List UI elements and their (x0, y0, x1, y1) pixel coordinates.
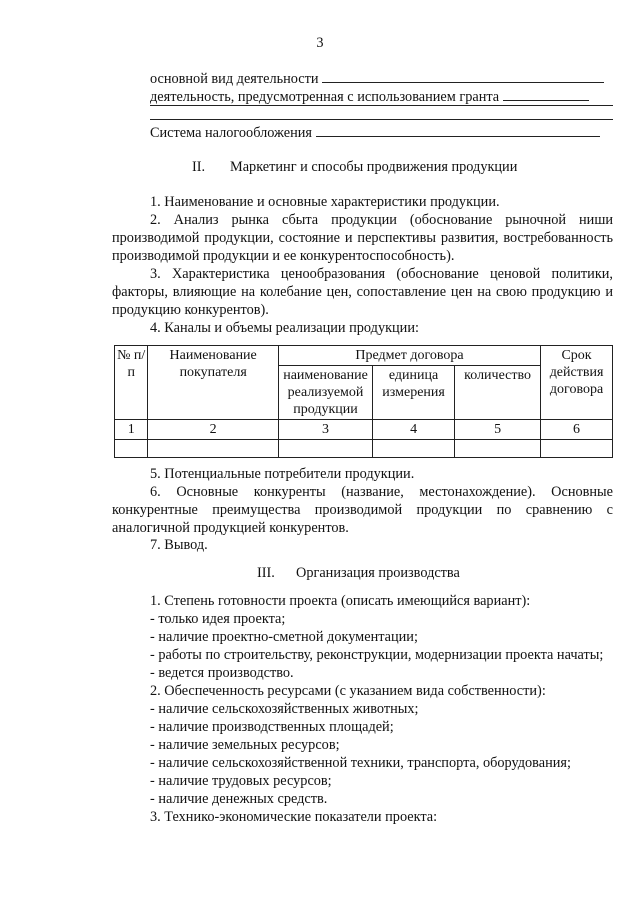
table-subheader-unit: единица измерения (373, 366, 455, 420)
table-header-term: Срок действия договора (541, 346, 613, 420)
field-grant-activity-line2 (150, 119, 613, 120)
section-2-item-7: 7. Вывод. (150, 537, 208, 553)
table-cell-empty[interactable] (278, 440, 372, 458)
field-tax-system (150, 124, 600, 142)
table-subheader-quantity: количество (455, 366, 541, 420)
section-3-line: 1. Степень готовности проекта (описать имеющийся вариант): (150, 593, 531, 609)
table-header-buyer: Наименование покупателя (148, 346, 279, 420)
section-3-line: 3. Технико-экономические показатели проекта: (150, 809, 438, 825)
table-cell-empty[interactable] (115, 440, 148, 458)
sales-channels-table (114, 345, 613, 458)
field-tax-system-label: Система налогообложения (150, 125, 312, 141)
section-2-item-2: 2. Анализ рынка сбыта продукции (обоснование рыночной ниши производимой продукции, состояние и перспективы развития, востребованность производимой продукции и ее конкурентоспособность). (112, 212, 613, 264)
table-col-number: 4 (373, 420, 455, 440)
section-3-line: - наличие проектно-сметной документации; (150, 629, 418, 645)
section-3-line: - наличие земельных ресурсов; (150, 737, 340, 753)
section-2-item-5: 5. Потенциальные потребители продукции. (150, 466, 415, 482)
field-tax-system-blank[interactable] (316, 124, 600, 137)
table-col-number: 1 (115, 420, 148, 440)
field-grant-activity-blank[interactable] (503, 88, 589, 101)
section-2-item-6: 6. Основные конкуренты (название, местонахождение). Основные конкурентные преимущества производимой продукции по сравнению с аналогичной продукцией конкурентов. (112, 484, 613, 536)
section-3-title: Организация производства (296, 565, 460, 581)
section-3-line: - наличие сельскохозяйственных животных; (150, 701, 419, 717)
field-grant-activity-label: деятельность, предусмотренная с использованием гранта (150, 89, 500, 105)
section-3-line: - работы по строительству, реконструкции, модернизации проекта начаты; (150, 647, 604, 663)
section-2-item-1: 1. Наименование и основные характеристики продукции. (150, 194, 500, 210)
field-main-activity (150, 70, 604, 88)
section-3-line: - наличие сельскохозяйственной техники, транспорта, оборудования; (150, 755, 571, 771)
table-cell-empty[interactable] (148, 440, 279, 458)
table-col-number: 2 (148, 420, 279, 440)
table-header-subject: Предмет договора (278, 346, 540, 366)
table-cell-empty[interactable] (373, 440, 455, 458)
table-row-column-numbers (115, 420, 613, 440)
section-2-numeral: II. (192, 159, 206, 175)
section-2-title: Маркетинг и способы продвижения продукции (230, 159, 518, 175)
section-3-line: - наличие трудовых ресурсов; (150, 773, 332, 789)
table-header-number: № п/п (115, 346, 148, 420)
field-main-activity-label: основной вид деятельности (150, 71, 319, 87)
table-cell-empty[interactable] (455, 440, 541, 458)
section-3-line: - только идея проекта; (150, 611, 286, 627)
table-col-number: 5 (455, 420, 541, 440)
field-grant-activity (150, 88, 589, 106)
section-3-line: - наличие денежных средств. (150, 791, 328, 807)
table-cell-empty[interactable] (541, 440, 613, 458)
section-3-line: - ведется производство. (150, 665, 294, 681)
table-subheader-product-name: наименование реализуемой продукции (278, 366, 372, 420)
section-3-line: - наличие производственных площадей; (150, 719, 394, 735)
table-col-number: 3 (278, 420, 372, 440)
field-main-activity-blank[interactable] (322, 70, 604, 83)
section-2-item-4: 4. Каналы и объемы реализации продукции: (150, 320, 419, 336)
section-2-item-3: 3. Характеристика ценообразования (обоснование ценовой политики, факторы, влияющие на колебание цен, сопоставление цен на свою продукцию и продукцию конкурентов). (112, 266, 613, 318)
section-3-numeral: III. (257, 565, 275, 581)
section-3-line: 2. Обеспеченность ресурсами (с указанием вида собственности): (150, 683, 546, 699)
table-row-empty (115, 440, 613, 458)
page-number: 3 (316, 35, 324, 51)
table-col-number: 6 (541, 420, 613, 440)
